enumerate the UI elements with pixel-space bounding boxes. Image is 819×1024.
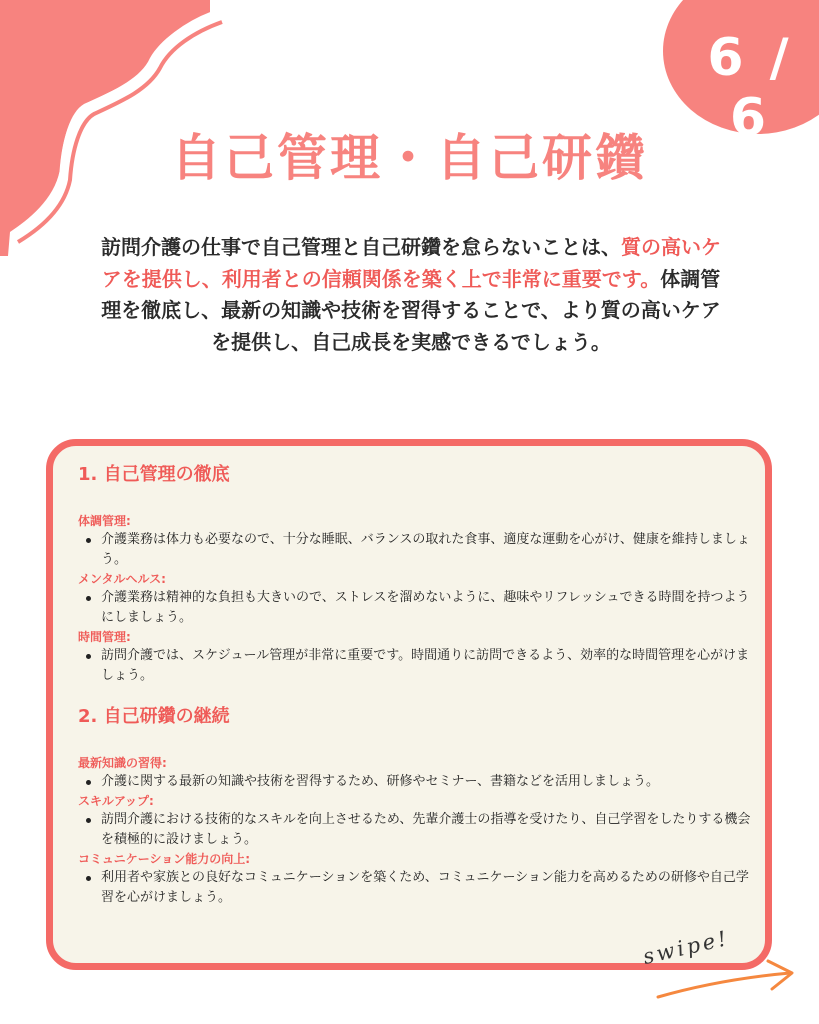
intro-highlight: 質の高いケアを提供し、利用者との信頼関係を築く上で非常に重要です。 <box>101 235 721 291</box>
intro-text-1: 訪問介護の仕事で自己管理と自己研鑽を怠らないことは、 <box>101 235 621 259</box>
item-label: メンタルヘルス: <box>78 572 166 586</box>
swipe-label[interactable]: swipe! <box>640 925 732 969</box>
item-label: コミュニケーション能力の向上: <box>78 852 251 866</box>
page-title: 自己管理・自己研鑽 <box>171 129 648 187</box>
list-item: 訪問介護では、スケジュール管理が非常に重要です。時間通りに訪問できるよう、効率的な時間管理を心がけましょう。 <box>78 646 754 686</box>
page-indicator: 6 / 6 <box>707 28 793 148</box>
intro-paragraph <box>96 232 726 358</box>
list-item: 介護に関する最新の知識や技術を習得するため、研修やセミナー、書籍などを活用しましょう。 <box>78 772 754 792</box>
item-label: 体調管理: <box>78 514 131 528</box>
item-label: 時間管理: <box>78 630 131 644</box>
intro-text-2: 体調管理を徹底し、最新の知識や技術を習得することで、より質の高いケアを提供し、自己成長を実感できるでしょう。 <box>101 266 721 354</box>
list-item: 訪問介護における技術的なスキルを向上させるため、先輩介護士の指導を受けたり、自己学習をしたりする機会を積極的に設けましょう。 <box>78 810 754 850</box>
item-label: 最新知識の習得: <box>78 756 167 770</box>
list-item: 介護業務は体力も必要なので、十分な睡眠、バランスの取れた食事、適度な運動を心がけ、健康を維持しましょう。 <box>78 530 754 570</box>
section-heading: 2. 自己研鑽の継続 <box>78 706 230 727</box>
list-item: 介護業務は精神的な負担も大きいので、ストレスを溜めないように、趣味やリフレッシュできる時間を持つようにしましょう。 <box>78 588 754 628</box>
list-item: 利用者や家族との良好なコミュニケーションを築くため、コミュニケーション能力を高めるための研修や自己学習を心がけましょう。 <box>78 868 754 908</box>
content-card <box>46 439 772 970</box>
item-label: スキルアップ: <box>78 794 154 808</box>
section-heading: 1. 自己管理の徹底 <box>78 464 230 485</box>
arrow-right-icon[interactable] <box>650 955 800 1005</box>
